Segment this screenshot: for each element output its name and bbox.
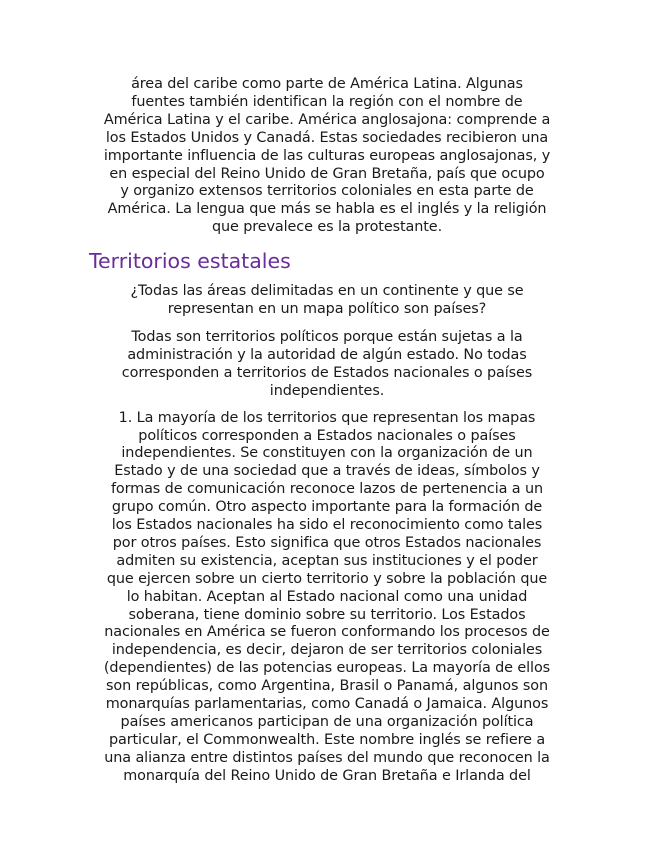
document-page: [89, 76, 565, 786]
question-paragraph: ¿Todas las áreas delimitadas en un continente y que se representan en un mapa político son países?: [130, 283, 524, 318]
section-heading: Territorios estatales: [89, 249, 291, 274]
numbered-paragraph: 1. La mayoría de los territorios que representan los mapas políticos corresponden a Estados nacionales o países independientes. Se constituyen con la organización de un Estado y de una sociedad que a través de ideas, símbolos y formas de comunicación reconoce lazos de pertenencia a un grupo común. Otro aspecto importante para la formación de los Estados nacionales ha sido el reconocimiento como tales por otros países. Esto significa que otros Estados nacionales admiten su existencia, aceptan sus instituciones y el poder que ejercen sobre un cierto territorio y sobre la población que lo habitan. Aceptan al Estado nacional como una unidad soberana, tiene dominio sobre su territorio. Los Estados nacionales en América se fueron conformando los procesos de independencia, es decir, dejaron de ser territorios coloniales (dependientes) de las potencias europeas. La mayoría de ellos son repúblicas, como Argentina, Brasil o Panamá, algunos son monarquías parlamentarias, como Canadá o Jamaica. Algunos países americanos participan de una organización política particular, el Commonwealth. Este nombre inglés se refiere a una alianza entre distintos países del mundo que reconocen la monarquía del Reino Unido de Gran Bretaña e Irlanda del: [103, 409, 551, 784]
intro-paragraph: área del caribe como parte de América Latina. Algunas fuentes también identifican la región con el nombre de América Latina y el caribe. América anglosajona: comprende a los Estados Unidos y Canadá. Estas sociedades recibieron una importante influencia de las culturas europeas anglosajonas, y en especial del Reino Unido de Gran Bretaña, país que ocupo y organizo extensos territorios coloniales en esta parte de América. La lengua que más se habla es el inglés y la religión que prevalece es la protestante.: [103, 76, 551, 236]
answer-paragraph: Todas son territorios políticos porque están sujetas a la administración y la autoridad de algún estado. No todas corresponden a territorios de Estados nacionales o países independientes.: [121, 328, 533, 399]
